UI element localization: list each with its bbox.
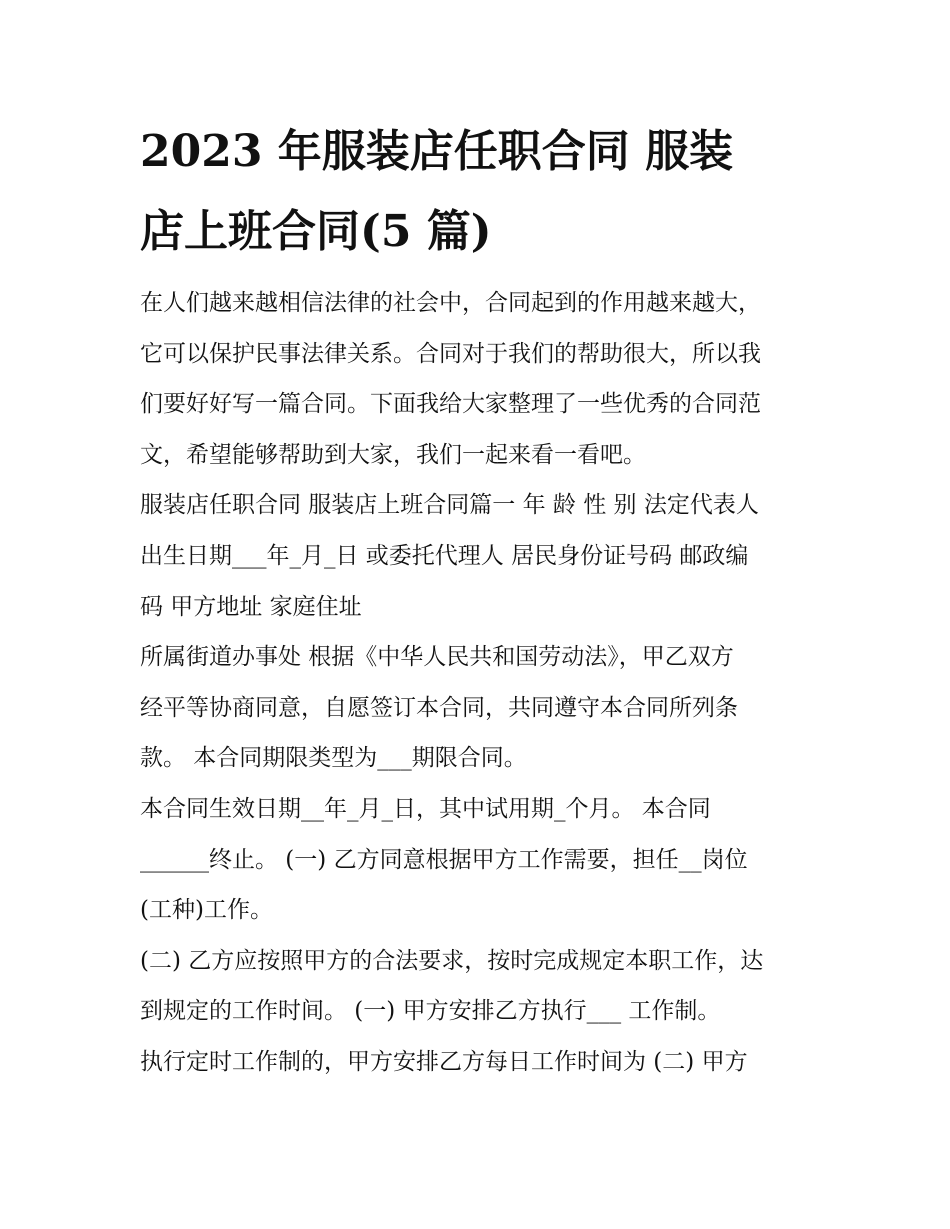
paragraph-labor-law: 所属街道办事处 根据《中华人民共和国劳动法》，甲乙双方 经平等协商同意，自愿签订本合同，共同遵守本合同所列条 款。 本合同期限类型为___期限合同。 bbox=[140, 644, 738, 772]
paragraph-contract-parties: 服装店任职合同 服装店上班合同篇一 年 龄 性 别 法定代表人 出生日期___年_月_日 或委托代理人 居民身份证号码 邮政编 码 甲方地址 家庭住址 bbox=[140, 492, 759, 620]
paragraph-effective-date: 本合同生效日期__年_月_日，其中试用期_个月。 本合同 ______终止。 (一) 乙方同意根据甲方工作需要，担任__岗位 (工种)工作。 bbox=[140, 795, 748, 924]
paragraph-duties: (二) 乙方应按照甲方的合法要求，按时完成规定本职工作，达 到规定的工作时间。 (一) 甲方安排乙方执行___ 工作制。 bbox=[140, 947, 764, 1025]
paragraph-working-hours: 执行定时工作制的，甲方安排乙方每日工作时间为 (二) 甲方 bbox=[140, 1048, 748, 1075]
document-body bbox=[140, 278, 820, 1088]
paragraph-intro: 在人们越来越相信法律的社会中，合同起到的作用越来越大， 它可以保护民事法律关系。合同对于我们的帮助很大，所以我 们要好好写一篇合同。下面我给大家整理了一些优秀的合同范 文，希望能够帮助到大家，我们一起来看一看吧。 bbox=[140, 290, 761, 468]
document-title: 2023 年服装店任职合同 服装 店上班合同(5 篇) bbox=[140, 126, 734, 257]
